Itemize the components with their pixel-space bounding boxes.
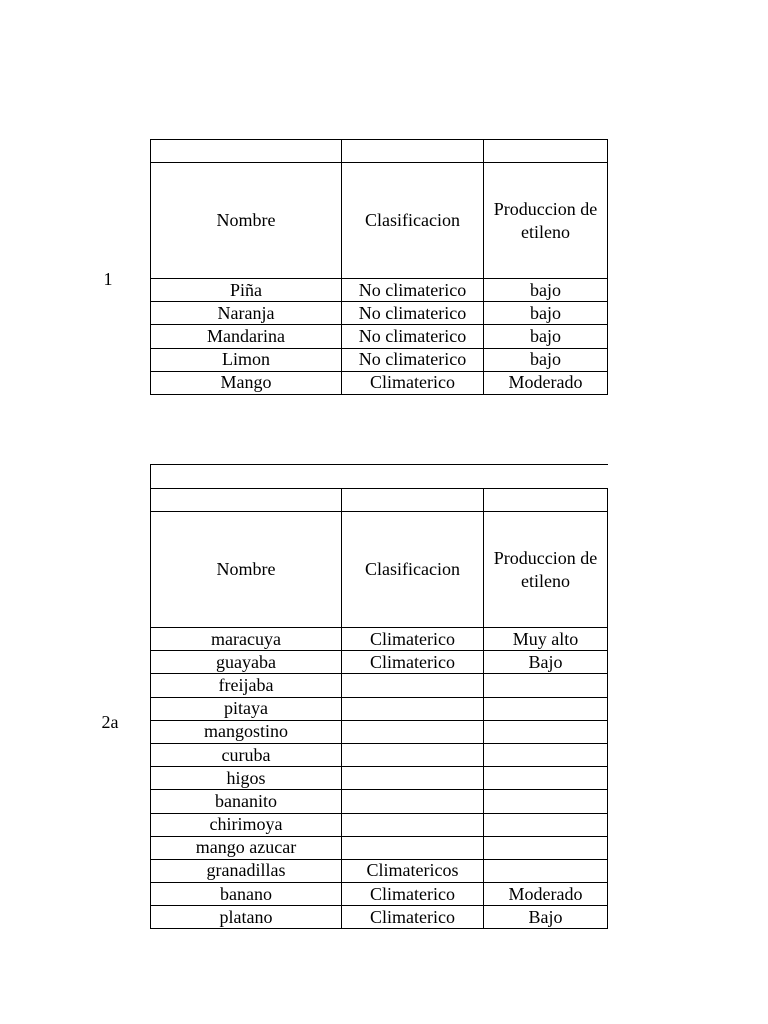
table-header-row — [151, 512, 608, 628]
table-body — [151, 279, 608, 395]
cell-clasificacion — [342, 814, 484, 837]
cell-nombre: Mandarina — [151, 325, 342, 348]
cell-produccion — [484, 790, 608, 813]
table-1-label: 1 — [103, 269, 113, 289]
fruit-table-1 — [150, 139, 608, 395]
empty-cell — [342, 489, 484, 512]
cell-nombre: freijaba — [151, 674, 342, 697]
table-row — [151, 837, 608, 860]
cell-nombre: Naranja — [151, 302, 342, 325]
table-row — [151, 744, 608, 767]
table-body — [151, 628, 608, 929]
cell-nombre: guayaba — [151, 651, 342, 674]
cell-clasificacion: Climatericos — [342, 860, 484, 883]
cell-clasificacion: Climaterico — [342, 883, 484, 906]
cell-clasificacion — [342, 744, 484, 767]
cell-clasificacion: Climaterico — [342, 906, 484, 929]
cell-nombre: banano — [151, 883, 342, 906]
table-row — [151, 651, 608, 674]
cell-produccion — [484, 698, 608, 721]
table-title-row — [151, 465, 608, 489]
header-produccion: Produccion de etileno — [484, 163, 608, 279]
cell-clasificacion — [342, 674, 484, 697]
cell-nombre: maracuya — [151, 628, 342, 651]
cell-clasificacion: Climaterico — [342, 651, 484, 674]
cell-nombre: chirimoya — [151, 814, 342, 837]
header-clasificacion: Clasificacion — [342, 512, 484, 628]
cell-clasificacion: No climaterico — [342, 325, 484, 348]
header-produccion: Produccion de etileno — [484, 512, 608, 628]
cell-produccion: bajo — [484, 325, 608, 348]
table-row — [151, 349, 608, 372]
cell-produccion: bajo — [484, 302, 608, 325]
cell-clasificacion: No climaterico — [342, 302, 484, 325]
cell-produccion — [484, 860, 608, 883]
table-2-label: 2a — [101, 712, 119, 732]
cell-produccion — [484, 767, 608, 790]
cell-clasificacion — [342, 698, 484, 721]
table-header-row — [151, 163, 608, 279]
table-row — [151, 883, 608, 906]
cell-nombre: curuba — [151, 744, 342, 767]
cell-produccion — [484, 674, 608, 697]
cell-nombre: Piña — [151, 279, 342, 302]
cell-clasificacion — [342, 767, 484, 790]
table-row — [151, 628, 608, 651]
cell-nombre: Mango — [151, 372, 342, 395]
cell-nombre: mango azucar — [151, 837, 342, 860]
cell-produccion: Bajo — [484, 906, 608, 929]
header-nombre: Nombre — [151, 163, 342, 279]
table-row — [151, 372, 608, 395]
table-row — [151, 767, 608, 790]
header-clasificacion: Clasificacion — [342, 163, 484, 279]
cell-clasificacion — [342, 721, 484, 744]
cell-produccion: bajo — [484, 279, 608, 302]
table-row — [151, 860, 608, 883]
cell-produccion: Moderado — [484, 372, 608, 395]
cell-produccion: Bajo — [484, 651, 608, 674]
cell-nombre: mangostino — [151, 721, 342, 744]
cell-nombre: pitaya — [151, 698, 342, 721]
fruit-table-2 — [150, 464, 608, 929]
cell-produccion: Muy alto — [484, 628, 608, 651]
table-row — [151, 790, 608, 813]
cell-clasificacion: No climaterico — [342, 349, 484, 372]
empty-cell — [484, 489, 608, 512]
empty-cell — [151, 489, 342, 512]
cell-produccion — [484, 721, 608, 744]
table-row — [151, 721, 608, 744]
cell-produccion: bajo — [484, 349, 608, 372]
cell-produccion — [484, 837, 608, 860]
cell-clasificacion: Climaterico — [342, 628, 484, 651]
cell-produccion — [484, 744, 608, 767]
table-row — [151, 302, 608, 325]
cell-clasificacion — [342, 837, 484, 860]
table-row — [151, 698, 608, 721]
cell-clasificacion: Climaterico — [342, 372, 484, 395]
table-empty-row — [151, 489, 608, 512]
cell-clasificacion — [342, 790, 484, 813]
table-row — [151, 814, 608, 837]
table-row — [151, 325, 608, 348]
header-nombre: Nombre — [151, 512, 342, 628]
cell-nombre: bananito — [151, 790, 342, 813]
cell-nombre: Limon — [151, 349, 342, 372]
cell-nombre: platano — [151, 906, 342, 929]
table-row — [151, 279, 608, 302]
cell-clasificacion: No climaterico — [342, 279, 484, 302]
empty-cell — [151, 140, 342, 163]
cell-nombre: granadillas — [151, 860, 342, 883]
table-row — [151, 906, 608, 929]
table-empty-row — [151, 140, 608, 163]
cell-produccion: Moderado — [484, 883, 608, 906]
cell-produccion — [484, 814, 608, 837]
table-row — [151, 674, 608, 697]
empty-cell — [342, 140, 484, 163]
cell-nombre: higos — [151, 767, 342, 790]
empty-cell — [484, 140, 608, 163]
